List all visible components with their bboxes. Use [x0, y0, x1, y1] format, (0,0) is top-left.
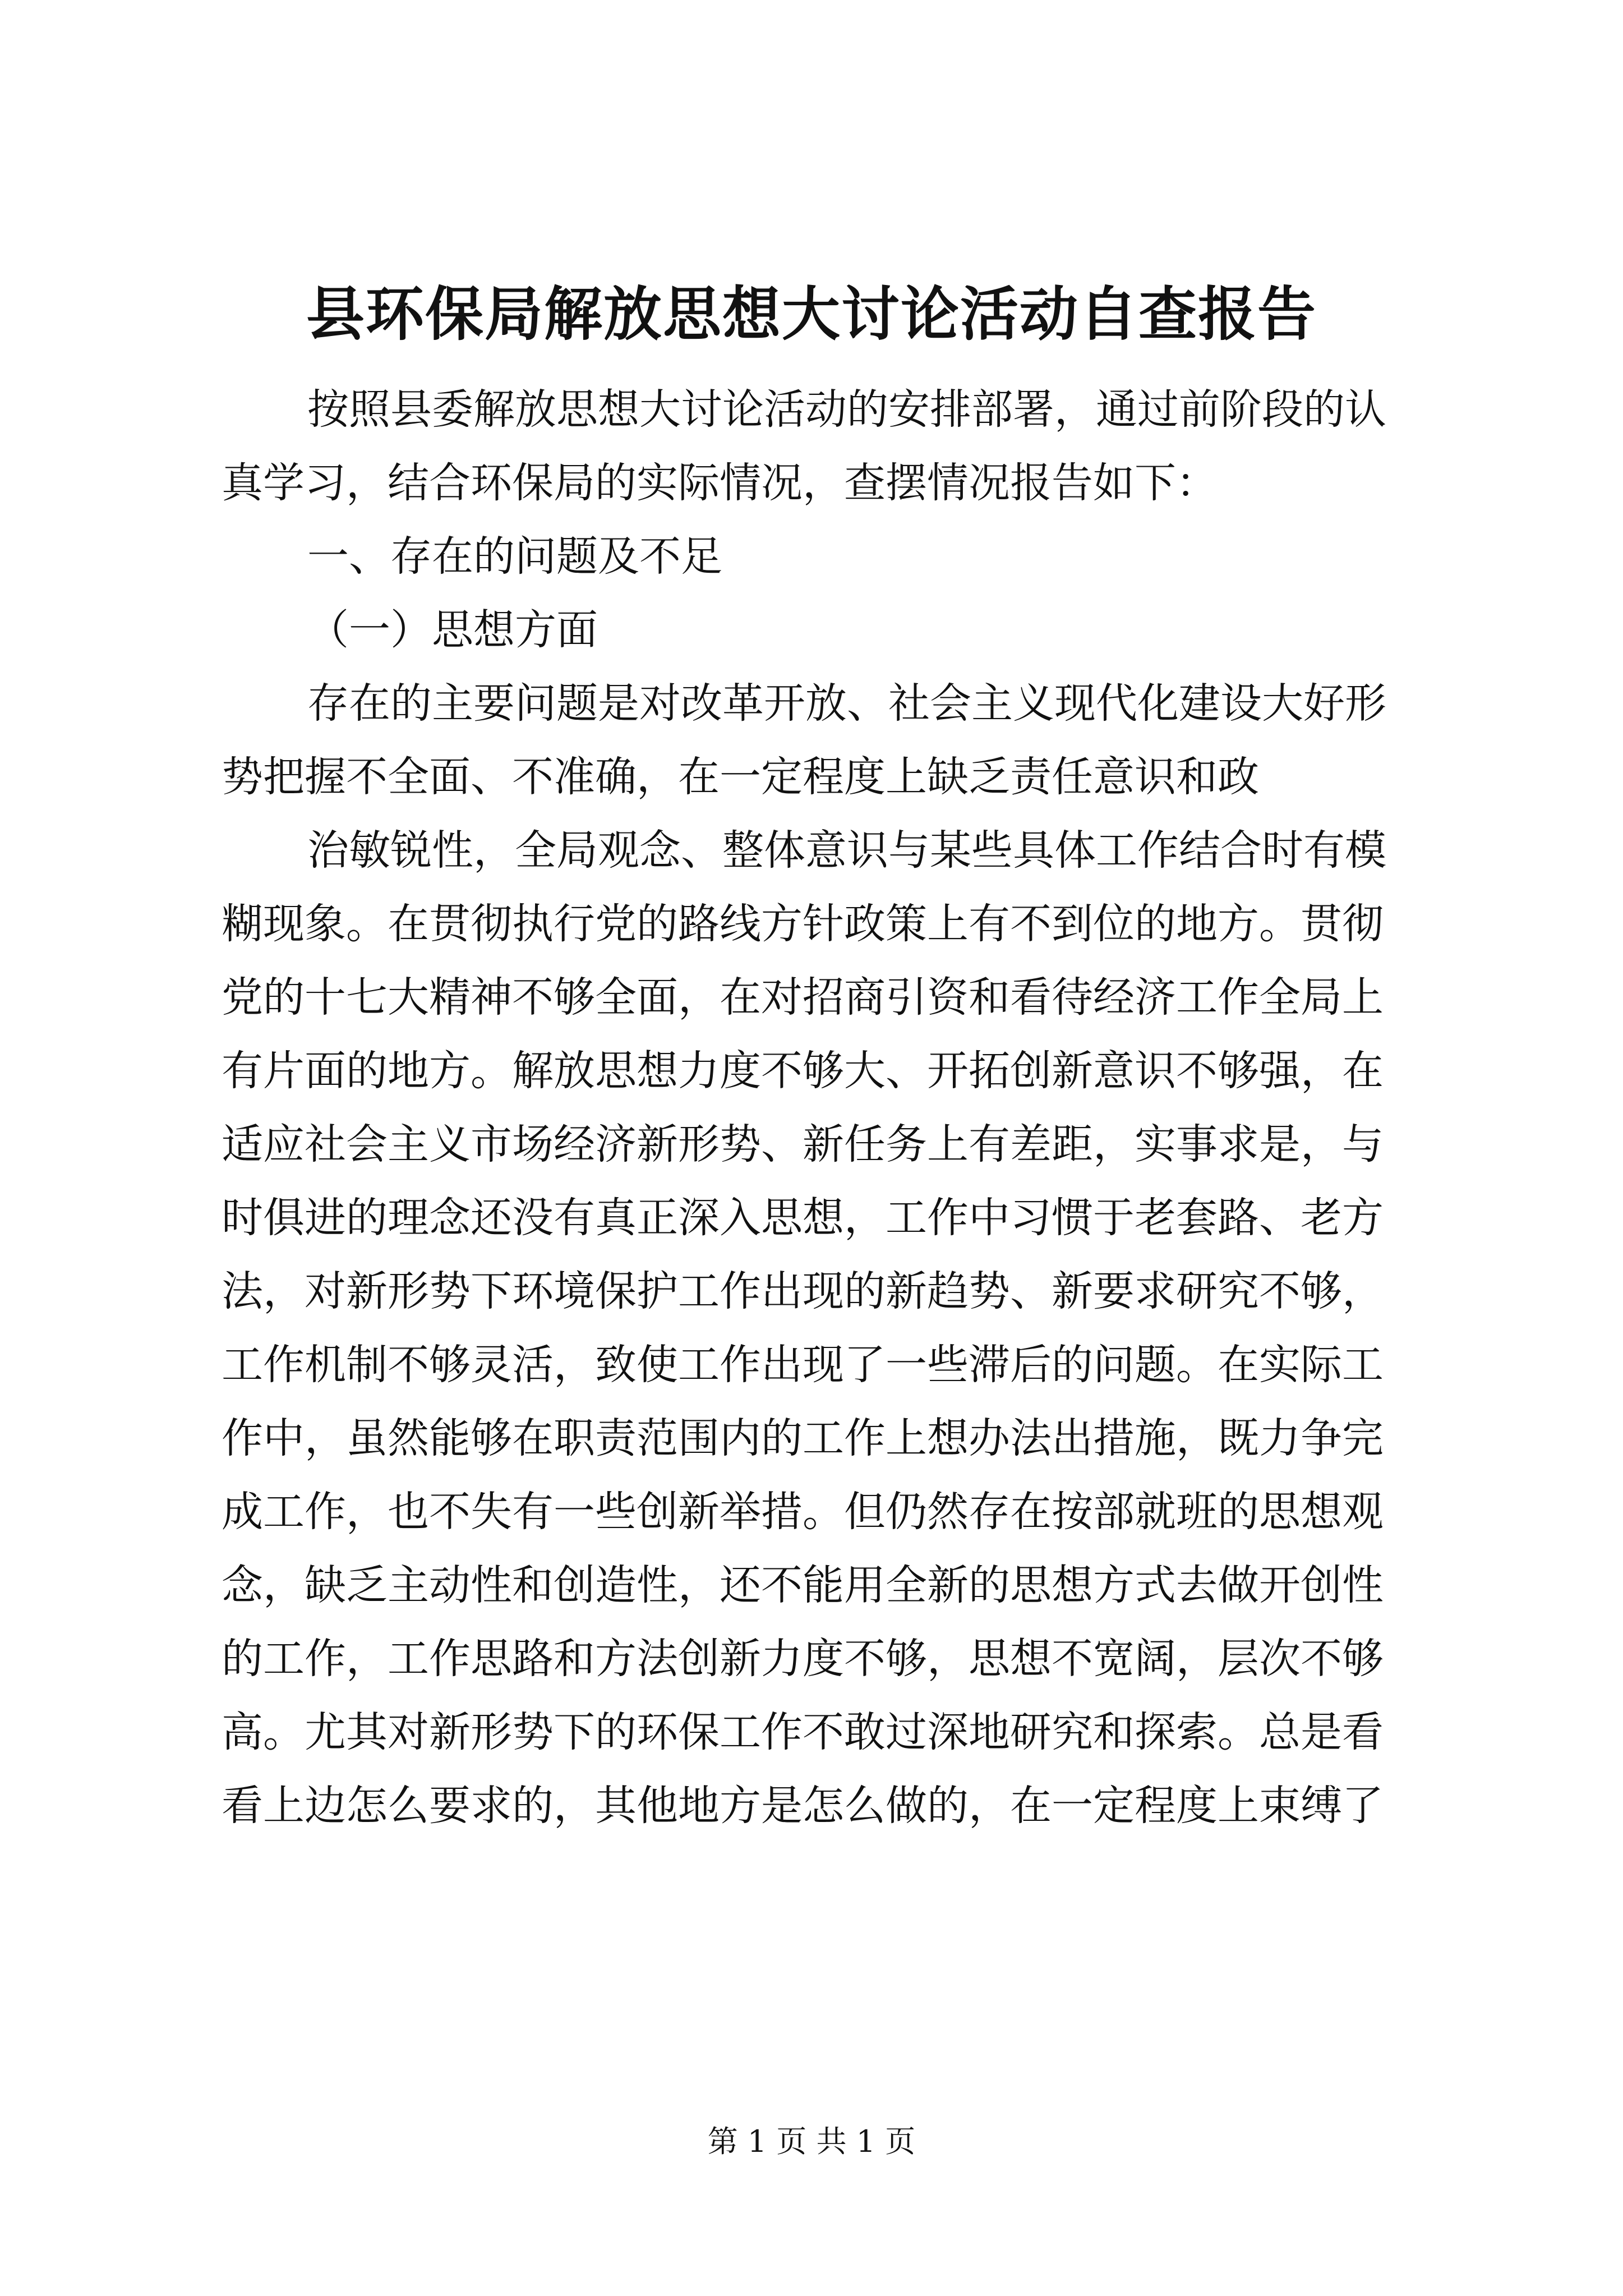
paragraph-line: 的工作，工作思路和方法创新力度不够，思想不宽阔，层次不够 — [222, 1635, 1384, 1683]
subsection-heading: （一）思想方面 — [307, 606, 598, 654]
paragraph-line: 高。尤其对新形势下的环保工作不敢过深地研究和探索。总是看 — [222, 1708, 1384, 1756]
paragraph-line: 成工作，也不失有一些创新举措。但仍然存在按部就班的思想观 — [222, 1488, 1384, 1536]
paragraph-line: 势把握不全面、不准确，在一定程度上缺乏责任意识和政 — [222, 753, 1259, 801]
paragraph-line: 按照县委解放思想大讨论活动的安排部署，通过前阶段的认 — [307, 385, 1386, 434]
paragraph-line: 存在的主要问题是对改革开放、社会主义现代化建设大好形 — [307, 679, 1386, 728]
paragraph-line: 看上边怎么要求的，其他地方是怎么做的，在一定程度上束缚了 — [222, 1782, 1384, 1830]
paragraph-line: 时俱进的理念还没有真正深入思想，工作中习惯于老套路、老方 — [222, 1194, 1384, 1242]
document-title: 县环保局解放思想大讨论活动自查报告 — [306, 279, 1317, 348]
paragraph-line: 适应社会主义市场经济新形势、新任务上有差距，实事求是，与 — [222, 1120, 1384, 1168]
paragraph-line: 作中，虽然能够在职责范围内的工作上想办法出措施，既力争完 — [222, 1414, 1384, 1462]
section-heading: 一、存在的问题及不足 — [307, 532, 722, 581]
paragraph-line: 有片面的地方。解放思想力度不够大、开拓创新意识不够强，在 — [222, 1047, 1384, 1095]
paragraph-line: 党的十七大精神不够全面，在对招商引资和看待经济工作全局上 — [222, 973, 1384, 1022]
paragraph-line: 念，缺乏主动性和创造性，还不能用全新的思想方式去做开创性 — [222, 1561, 1384, 1609]
page-number-footer: 第 1 页 共 1 页 — [707, 2124, 916, 2159]
paragraph-line: 真学习，结合环保局的实际情况，查摆情况报告如下： — [222, 459, 1218, 507]
paragraph-line: 工作机制不够灵活，致使工作出现了一些滞后的问题。在实际工 — [222, 1341, 1384, 1389]
paragraph-line: 糊现象。在贯彻执行党的路线方针政策上有不到位的地方。贯彻 — [222, 900, 1384, 948]
paragraph-line: 治敏锐性，全局观念、整体意识与某些具体工作结合时有模 — [307, 826, 1386, 875]
paragraph-line: 法，对新形势下环境保护工作出现的新趋势、新要求研究不够， — [222, 1267, 1384, 1315]
